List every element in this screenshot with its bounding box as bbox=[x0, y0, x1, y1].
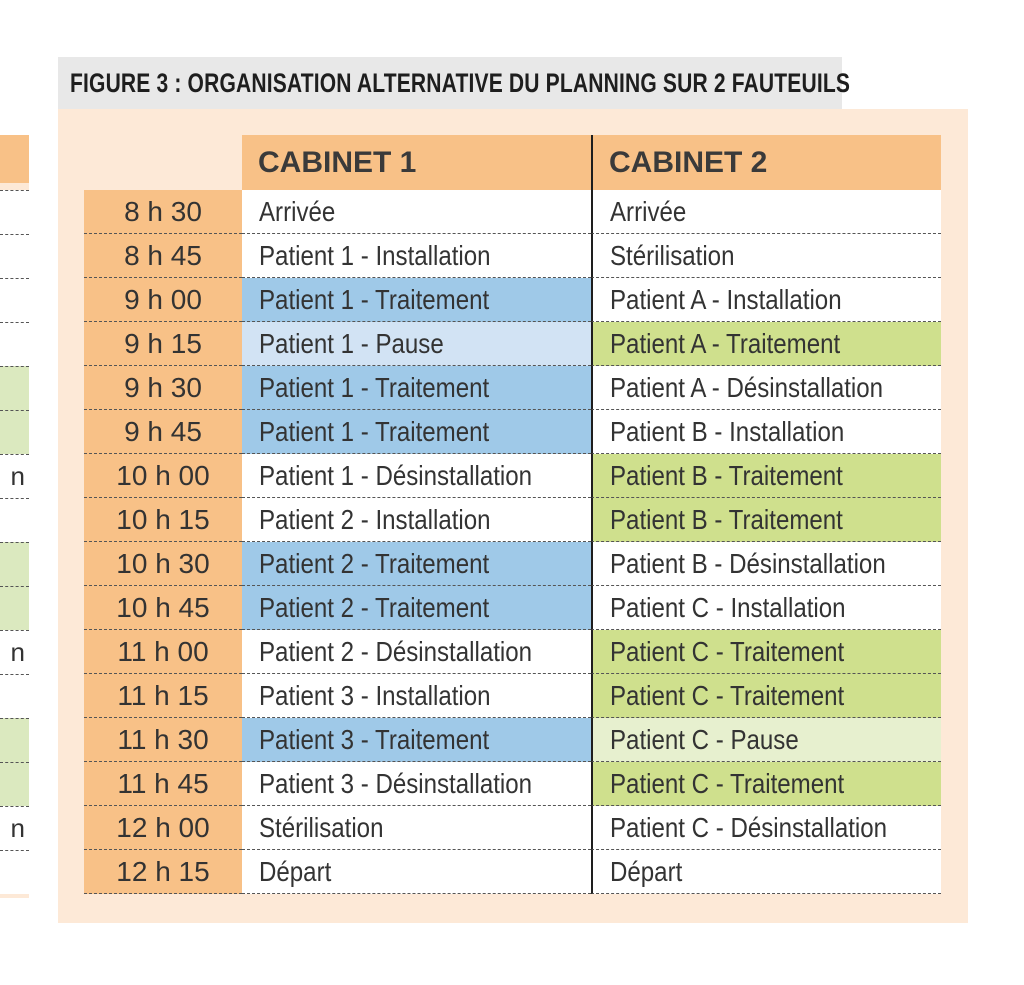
cabinet-2-cell-text: Patient C - Traitement bbox=[610, 635, 845, 667]
cabinet-2-cell-text: Patient A - Désinstallation bbox=[610, 371, 884, 403]
cabinet-1-cell bbox=[242, 234, 591, 278]
time-cell: 12 h 00 bbox=[84, 806, 242, 850]
cabinet-2-cell bbox=[591, 322, 941, 366]
left-panel-row bbox=[0, 762, 29, 806]
cabinet-2-cell bbox=[591, 542, 941, 586]
cabinet-2-cell bbox=[591, 718, 941, 762]
table-row bbox=[84, 850, 941, 894]
cabinet-2-header: CABINET 2 bbox=[591, 135, 941, 190]
cabinet-2-cell bbox=[591, 850, 941, 894]
header-row bbox=[84, 135, 941, 190]
cabinet-2-cell bbox=[591, 586, 941, 630]
left-panel-header bbox=[0, 135, 29, 183]
table-row bbox=[84, 322, 941, 366]
left-panel-row bbox=[0, 278, 29, 322]
table-row bbox=[84, 498, 941, 542]
cabinet-2-cell-text: Stérilisation bbox=[610, 239, 735, 271]
time-cell: 9 h 00 bbox=[84, 278, 242, 322]
cabinet-1-cell-text: Départ bbox=[259, 855, 332, 887]
cabinet-1-cell-text: Patient 1 - Traitement bbox=[259, 283, 490, 315]
cabinet-2-cell bbox=[591, 410, 941, 454]
cabinet-1-cell bbox=[242, 542, 591, 586]
left-panel-row bbox=[0, 542, 29, 586]
left-panel-row bbox=[0, 630, 29, 674]
cabinet-2-cell-text: Patient B - Installation bbox=[610, 415, 845, 447]
cabinet-2-cell-text: Patient A - Traitement bbox=[610, 327, 841, 359]
cabinet-1-cell bbox=[242, 498, 591, 542]
cabinet-1-header: CABINET 1 bbox=[242, 135, 591, 190]
cabinet-1-cell-text: Patient 2 - Traitement bbox=[259, 547, 490, 579]
cabinet-2-cell bbox=[591, 278, 941, 322]
table-row bbox=[84, 674, 941, 718]
time-cell: 8 h 30 bbox=[84, 190, 242, 234]
cabinet-1-cell-text: Patient 3 - Installation bbox=[259, 679, 491, 711]
left-panel-row bbox=[0, 190, 29, 234]
cabinet-1-cell bbox=[242, 674, 591, 718]
cabinet-2-cell-text: Arrivée bbox=[610, 195, 687, 227]
cabinet-1-cell bbox=[242, 410, 591, 454]
left-panel-row bbox=[0, 322, 29, 366]
left-panel-row bbox=[0, 718, 29, 762]
cabinet-1-cell-text: Patient 2 - Installation bbox=[259, 503, 491, 535]
cabinet-2-cell bbox=[591, 190, 941, 234]
table-row bbox=[84, 410, 941, 454]
cabinet-1-cell bbox=[242, 630, 591, 674]
schedule-table bbox=[84, 135, 941, 894]
time-cell: 11 h 15 bbox=[84, 674, 242, 718]
time-cell: 12 h 15 bbox=[84, 850, 242, 894]
cabinet-1-cell-text: Stérilisation bbox=[259, 811, 384, 843]
cabinet-1-cell bbox=[242, 762, 591, 806]
left-panel-text-fragment: n bbox=[10, 461, 25, 491]
time-cell: 8 h 45 bbox=[84, 234, 242, 278]
cabinet-1-cell bbox=[242, 806, 591, 850]
time-cell: 11 h 00 bbox=[84, 630, 242, 674]
cabinet-2-cell-text: Patient C - Pause bbox=[610, 723, 799, 755]
cabinet-1-cell-text: Arrivée bbox=[259, 195, 336, 227]
cabinet-2-cell bbox=[591, 234, 941, 278]
left-panel-row bbox=[0, 234, 29, 278]
left-panel-text-fragment: n bbox=[10, 813, 25, 843]
table-row bbox=[84, 542, 941, 586]
cabinet-2-cell bbox=[591, 366, 941, 410]
cabinet-2-cell bbox=[591, 806, 941, 850]
table-row bbox=[84, 454, 941, 498]
time-cell: 9 h 45 bbox=[84, 410, 242, 454]
left-panel-row bbox=[0, 850, 29, 894]
left-panel-row bbox=[0, 674, 29, 718]
cabinet-1-cell-text: Patient 1 - Installation bbox=[259, 239, 491, 271]
cabinet-1-cell bbox=[242, 586, 591, 630]
figure-title-bar bbox=[58, 57, 851, 109]
cabinet-1-cell-text: Patient 3 - Désinstallation bbox=[259, 767, 533, 799]
cabinet-2-cell-text: Patient B - Désinstallation bbox=[610, 547, 886, 579]
cabinet-1-cell-text: Patient 1 - Traitement bbox=[259, 415, 490, 447]
time-cell: 10 h 30 bbox=[84, 542, 242, 586]
cabinet-2-cell bbox=[591, 630, 941, 674]
cabinet-2-cell bbox=[591, 762, 941, 806]
left-panel-row bbox=[0, 586, 29, 630]
time-cell: 10 h 15 bbox=[84, 498, 242, 542]
previous-figure-fragment bbox=[0, 135, 29, 898]
cabinet-1-cell bbox=[242, 190, 591, 234]
time-cell: 9 h 15 bbox=[84, 322, 242, 366]
cabinet-1-cell-text: Patient 1 - Pause bbox=[259, 327, 444, 359]
cabinet-2-cell-text: Patient C - Traitement bbox=[610, 679, 845, 711]
cabinet-1-cell-text: Patient 1 - Traitement bbox=[259, 371, 490, 403]
left-panel-text-fragment: n bbox=[10, 637, 25, 667]
cabinet-2-cell-text: Patient B - Traitement bbox=[610, 459, 843, 491]
cabinet-1-cell bbox=[242, 850, 591, 894]
time-cell: 11 h 30 bbox=[84, 718, 242, 762]
table-row bbox=[84, 278, 941, 322]
figure-title: FIGURE 3 : ORGANISATION ALTERNATIVE DU PLANNING SUR 2 FAUTEUILS bbox=[70, 67, 851, 98]
cabinet-2-cell bbox=[591, 674, 941, 718]
cabinet-1-cell-text: Patient 1 - Désinstallation bbox=[259, 459, 533, 491]
cabinet-1-cell bbox=[242, 322, 591, 366]
cabinet-1-cell-text: Patient 2 - Désinstallation bbox=[259, 635, 533, 667]
table-row bbox=[84, 366, 941, 410]
cabinet-2-cell-text: Patient C - Installation bbox=[610, 591, 846, 623]
table-row bbox=[84, 190, 941, 234]
cabinet-1-cell bbox=[242, 366, 591, 410]
left-panel-row bbox=[0, 410, 29, 454]
table-row bbox=[84, 806, 941, 850]
table-row bbox=[84, 630, 941, 674]
table-row bbox=[84, 234, 941, 278]
cabinet-1-cell bbox=[242, 278, 591, 322]
time-cell: 10 h 00 bbox=[84, 454, 242, 498]
cabinet-2-cell-text: Patient B - Traitement bbox=[610, 503, 843, 535]
table-row bbox=[84, 762, 941, 806]
cabinet-2-cell-text: Départ bbox=[610, 855, 683, 887]
left-panel-row bbox=[0, 806, 29, 850]
cabinet-2-cell-text: Patient C - Traitement bbox=[610, 767, 845, 799]
header-corner bbox=[84, 135, 242, 190]
time-cell: 10 h 45 bbox=[84, 586, 242, 630]
cabinet-1-cell bbox=[242, 718, 591, 762]
time-cell: 9 h 30 bbox=[84, 366, 242, 410]
cabinet-1-cell-text: Patient 3 - Traitement bbox=[259, 723, 490, 755]
left-panel-row bbox=[0, 498, 29, 542]
cabinet-1-cell bbox=[242, 454, 591, 498]
table-row bbox=[84, 718, 941, 762]
table-row bbox=[84, 586, 941, 630]
time-cell: 11 h 45 bbox=[84, 762, 242, 806]
left-panel-row bbox=[0, 454, 29, 498]
cabinet-2-cell bbox=[591, 454, 941, 498]
cabinet-2-cell-text: Patient C - Désinstallation bbox=[610, 811, 888, 843]
cabinet-2-cell bbox=[591, 498, 941, 542]
left-panel-row bbox=[0, 366, 29, 410]
cabinet-2-cell-text: Patient A - Installation bbox=[610, 283, 842, 315]
cabinet-1-cell-text: Patient 2 - Traitement bbox=[259, 591, 490, 623]
